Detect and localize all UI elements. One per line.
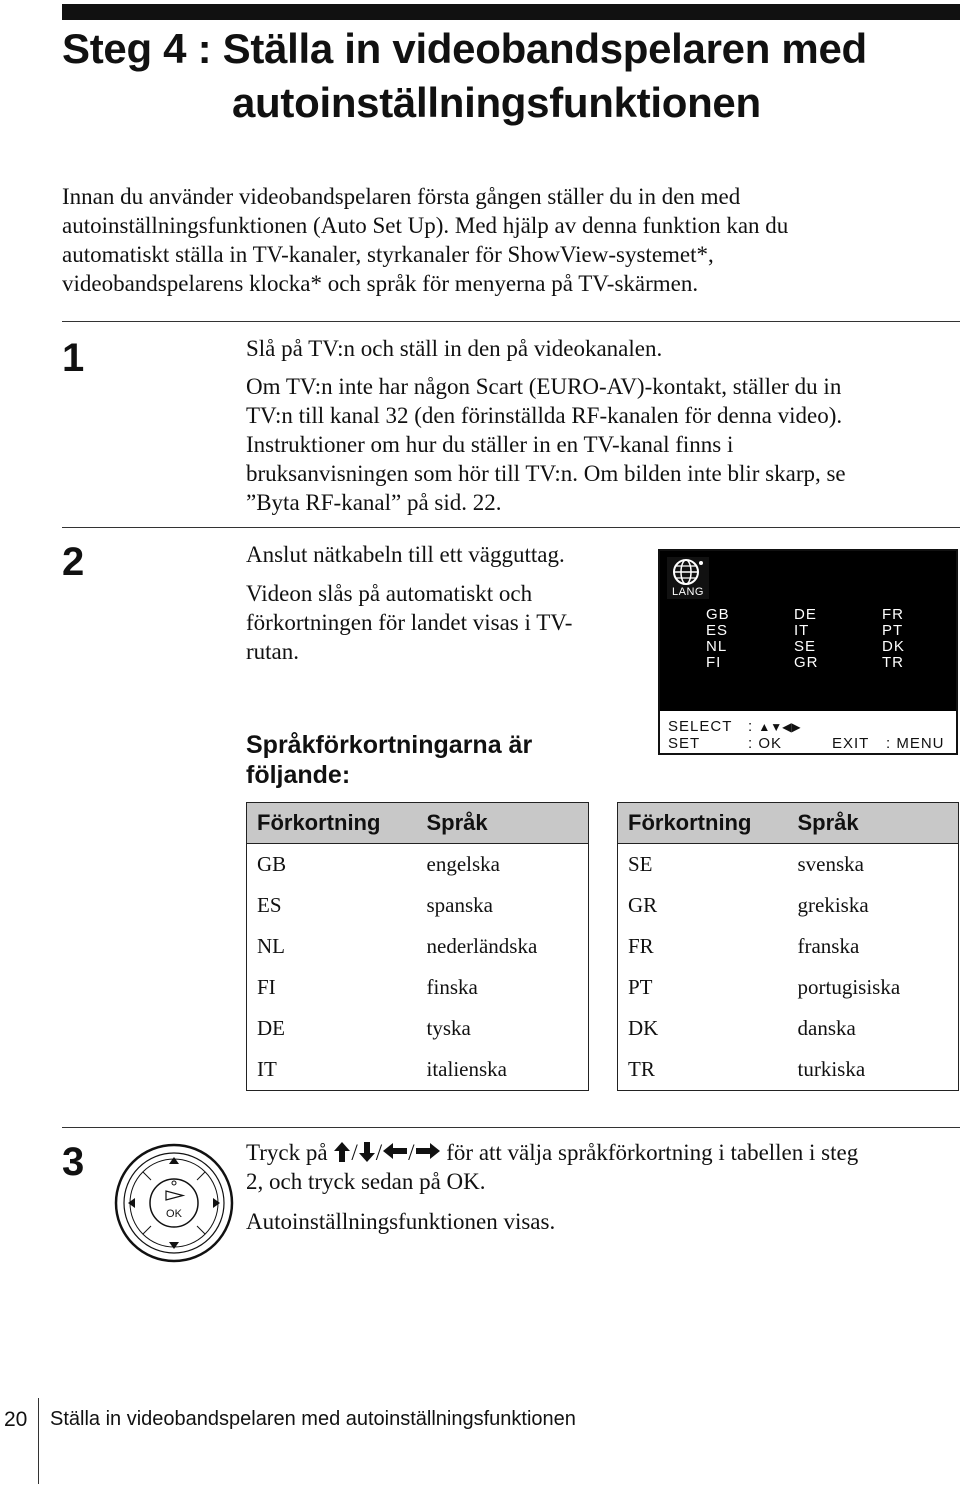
arrow-left-icon [382, 1142, 408, 1160]
step-1-body-line: ”Byta RF-kanal” på sid. 22. [246, 490, 502, 515]
abbr-cell: DK [618, 1008, 788, 1049]
osd-lang-option: PT [882, 622, 904, 639]
step-2-body-line: rutan. [246, 639, 300, 664]
table-header-row [247, 803, 589, 844]
page-title-line-1: Steg 4 : Ställa in videobandspelaren med [62, 25, 867, 72]
osd-arrows-icon: ▲▼◀▶ [758, 720, 801, 734]
table-row [247, 885, 589, 926]
arrow-up-icon [333, 1141, 351, 1163]
step-1-divider [62, 321, 960, 322]
header-bar [62, 4, 960, 20]
osd-lang-option: SE [794, 638, 817, 655]
table-row [247, 1008, 589, 1049]
footer-divider [38, 1398, 39, 1484]
column-header-lang: Språk [417, 803, 589, 844]
arrow-right-icon [415, 1142, 441, 1160]
osd-set-label: SET [668, 735, 701, 752]
abbr-cell: GB [247, 844, 417, 886]
step-3-number: 3 [62, 1140, 85, 1184]
osd-select-value: : [748, 718, 754, 735]
step-3-body: Autoinställningsfunktionen visas. [246, 1209, 556, 1234]
lang-cell: franska [788, 926, 959, 967]
language-table-right [617, 802, 959, 1091]
step-2-body-line: Videon slås på automatiskt och [246, 581, 533, 606]
ok-button-label: OK [166, 1208, 182, 1220]
osd-lang-option: TR [882, 654, 904, 671]
table-row [618, 926, 959, 967]
step-1-body-line: bruksanvisningen som hör till TV:n. Om bilden inte blir skarp, se [246, 461, 846, 486]
lang-cell: italienska [417, 1049, 589, 1091]
osd-exit-value: : MENU [886, 735, 945, 752]
arrow-separator: / [408, 1140, 415, 1165]
step-1-body-line: TV:n till kanal 32 (den förinställda RF-kanalen för denna video). [246, 403, 843, 428]
lang-cell: turkiska [788, 1049, 959, 1091]
abbr-cell: PT [618, 967, 788, 1008]
tv-screen-illustration [658, 549, 958, 755]
lang-cell: danska [788, 1008, 959, 1049]
abbr-cell: IT [247, 1049, 417, 1091]
osd-lang-option: FR [882, 606, 904, 623]
page-title [62, 22, 952, 130]
step-2-lead: Anslut nätkabeln till ett vägguttag. [246, 542, 565, 567]
osd-lang-option: GB [706, 606, 730, 623]
language-table-left [246, 802, 589, 1091]
step-3-divider [62, 1127, 960, 1128]
step-1-body [246, 372, 946, 517]
heading-line: Språkförkortningarna är [246, 731, 533, 759]
intro-line: automatiskt ställa in TV-kanaler, styrkanaler för ShowView-systemet*, [62, 242, 714, 267]
heading-line: följande: [246, 761, 351, 789]
arrow-separator: / [351, 1140, 358, 1165]
lang-cell: engelska [417, 844, 589, 886]
abbr-cell: ES [247, 885, 417, 926]
intro-line: Innan du använder videobandspelaren första gången ställer du in den med [62, 184, 741, 209]
abbr-cell: TR [618, 1049, 788, 1091]
table-row [247, 844, 589, 886]
lang-cell: grekiska [788, 885, 959, 926]
abbr-cell: FI [247, 967, 417, 1008]
remote-pad-graphic [113, 1142, 235, 1264]
osd-set-value: : OK [748, 735, 783, 752]
table-row [618, 1049, 959, 1091]
osd-lang-option: IT [794, 622, 810, 639]
intro-line: autoinställningsfunktionen (Auto Set Up). Med hjälp av denna funktion kan du [62, 213, 789, 238]
table-row [618, 967, 959, 1008]
lang-cell: tyska [417, 1008, 589, 1049]
table-row [247, 967, 589, 1008]
intro-line: videobandspelarens klocka* och språk för menyerna på TV-skärmen. [62, 271, 699, 296]
step-3-lead-line-2: 2, och tryck sedan på OK. [246, 1169, 486, 1194]
step-1-number: 1 [62, 336, 85, 380]
lang-cell: spanska [417, 885, 589, 926]
globe-icon-graphic [667, 557, 709, 587]
column-header-abbr: Förkortning [247, 803, 417, 844]
table-row [618, 1008, 959, 1049]
table-row [618, 885, 959, 926]
step-1-lead: Slå på TV:n och ställ in den på videokanalen. [246, 336, 663, 361]
step-1-body-line: Om TV:n inte har någon Scart (EURO-AV)-kontakt, ställer du in [246, 374, 842, 399]
abbr-cell: FR [618, 926, 788, 967]
table-row [247, 926, 589, 967]
remote-control-pad [113, 1142, 235, 1264]
column-header-abbr: Förkortning [618, 803, 788, 844]
table-header-row [618, 803, 959, 844]
intro-paragraph [62, 182, 932, 298]
osd-lang-option: DK [882, 638, 905, 655]
step-1-body-line: Instruktioner om hur du ställer in en TV-kanal finns i [246, 432, 734, 457]
lang-cell: nederländska [417, 926, 589, 967]
arrow-down-icon [358, 1141, 376, 1163]
table-row [618, 844, 959, 886]
osd-exit-label: EXIT [832, 735, 870, 752]
step-2-body [246, 579, 636, 666]
lang-cell: svenska [788, 844, 959, 886]
osd-lang-option: NL [706, 638, 728, 655]
osd-select-controls [748, 719, 808, 735]
step-3-lead-end: för att välja språkförkortning i tabellen i steg [446, 1140, 859, 1165]
osd-lang-option: GR [794, 654, 819, 671]
step-2-number: 2 [62, 540, 85, 584]
column-header-lang: Språk [788, 803, 959, 844]
footer-section-title: Ställa in videobandspelaren med autoinställningsfunktionen [50, 1408, 576, 1430]
page-title-line-2: autoinställningsfunktionen [232, 79, 761, 126]
step-3-lead-start: Tryck på [246, 1140, 328, 1165]
osd-lang-option: FI [706, 654, 722, 671]
abbr-cell: NL [247, 926, 417, 967]
arrow-separator: / [375, 1140, 383, 1165]
osd-lang-option: ES [706, 622, 729, 639]
osd-lang-label: LANG [672, 586, 704, 598]
osd-lang-option: DE [794, 606, 817, 623]
lang-cell: finska [417, 967, 589, 1008]
step-2-body-line: förkortningen för landet visas i TV- [246, 610, 573, 635]
abbr-cell: DE [247, 1008, 417, 1049]
language-table-heading [246, 730, 606, 790]
table-row [247, 1049, 589, 1091]
step-2-divider [62, 527, 960, 528]
page-number: 20 [4, 1408, 28, 1431]
step-3-lead [246, 1138, 958, 1167]
lang-cell: portugisiska [788, 967, 959, 1008]
abbr-cell: SE [618, 844, 788, 886]
abbr-cell: GR [618, 885, 788, 926]
osd-select-label: SELECT [668, 718, 733, 735]
